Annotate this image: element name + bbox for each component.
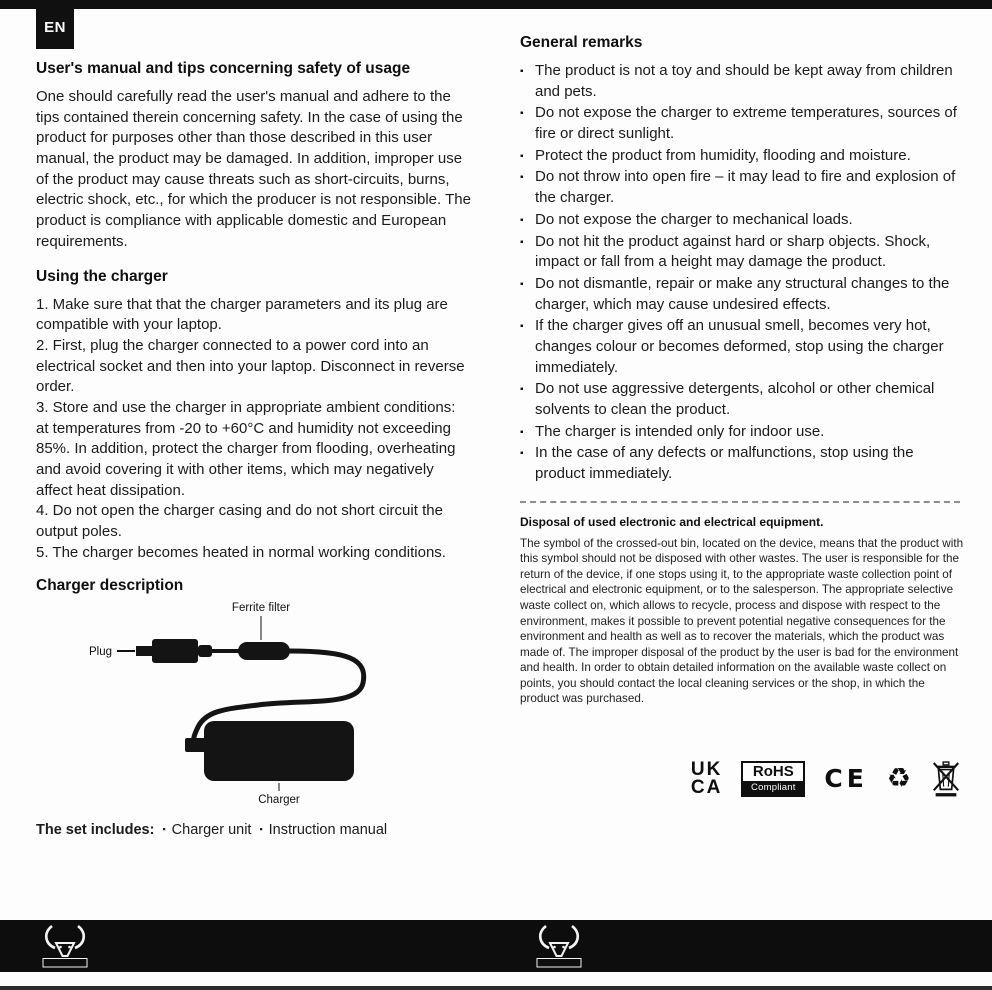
powergoat-logo-text: POWERGOAT [43,961,87,967]
bullet-text: The product is not a toy and should be kept away from children and pets. [535,62,953,100]
compliance-marks-row [520,759,966,799]
bullet-text: In the case of any defects or malfunctions, stop using the product immediately. [535,444,914,483]
bullet-text: Do not expose the charger to mechanical loads. [535,210,853,228]
weee-crossed-bin-icon [930,759,962,799]
bullet-marker: ▪ [520,214,524,226]
set-includes-line [36,822,472,838]
bullet-marker: ▪ [162,824,166,835]
general-remarks-list [520,61,966,485]
bullet-marker: ▪ [520,66,524,77]
charger-diagram-drawing [36,597,472,809]
ukca-line2: CA [690,776,723,798]
dashed-divider [520,501,960,503]
step-item: 5. The charger becomes heated in normal working conditions. [36,543,446,561]
language-badge: EN [36,5,74,49]
disposal-paragraph: The symbol of the crossed-out bin, located on the device, means that the product with this symbol should not be disposed with other wastes. The user is responsible for the return of the device, if one stops using it, to the appropriate waste collection point of electrical and electronic equipment, or to the salesperson. The appropriate selective waste collect on, which allows to recycle, process and dispose with respect to the environment, makes it possible to prevent potential negative consequences for the environment and health as well as to recover the materials, which the product was made of. The improper disposal of the product by the user is bad for the environment and health. In order to obtain detailed information on the available waste collect on points, you should contact the local cleaning services or the shop, in which the product was purchased. [520,536,964,706]
bullet-marker: ▪ [520,150,524,162]
bullet-item [520,422,966,443]
set-includes-item-text: Charger unit [171,822,252,839]
bullet-text: Protect the product from humidity, flooding and moisture. [535,146,911,164]
bullet-item [520,146,966,167]
set-includes-item-text: Instruction manual [268,822,388,839]
bullet-item [520,443,966,484]
page-bottom-edge [0,986,992,990]
bullet-text: Do not expose the charger to extreme temperatures, sources of fire or direct sunlight. [535,104,957,143]
bullet-marker: ▪ [520,448,524,460]
step-item: 2. First, plug the charger connected to a power cord into an electrical socket and then into your laptop. Disconnect in reverse order. [36,336,465,396]
rohs-name: RoHS [752,762,794,780]
bullet-marker: ▪ [520,108,524,120]
diagram-label-ferrite: Ferrite filter [231,602,291,615]
bullet-item [520,210,966,231]
bullet-marker: ▪ [520,236,524,248]
section-heading-using-charger: Using the charger [36,267,168,285]
section-heading-charger-description: Charger description [36,577,184,595]
recycle-icon: ♻ [886,763,911,795]
ukca-mark [690,758,723,798]
step-item: 1. Make sure that that the charger parameters and its plug are compatible with your laptop. [36,295,448,334]
set-includes-label: The set includes: [36,822,155,839]
bullet-item [520,316,966,378]
bullet-marker: ▪ [520,172,524,184]
bullet-item [520,103,966,144]
bullet-marker: ▪ [520,278,524,290]
bullet-text: Do not use aggressive detergents, alcohol or other chemical solvents to clean the product. [535,380,935,418]
step-item: 3. Store and use the charger in appropriate ambient conditions: at temperatures from -20 to +60°C and humidity not exceeding 85%. In addition, protect the charger from flooding, overheating and avoid covering it with other items, which may negatively affect heat dissipation. [36,398,456,499]
top-bar [0,0,992,9]
charger-diagram [36,597,472,814]
section-heading-general-remarks: General remarks [520,34,643,51]
ce-mark: CE [824,764,868,794]
bullet-item [520,379,966,420]
bullet-marker: ▪ [520,384,524,396]
bullet-marker: ▪ [520,426,524,438]
powergoat-logo-text: POWERGOAT [537,961,581,967]
rohs-mark [741,761,805,797]
bullet-marker: ▪ [520,321,524,333]
bullet-item [520,232,966,273]
powergoat-logo [38,923,92,969]
step-item: 4. Do not open the charger casing and do not short circuit the output poles. [36,502,443,541]
set-includes-item [162,822,251,838]
bullet-item [520,167,966,208]
diagram-label-charger: Charger [258,794,300,807]
left-column [36,60,472,838]
bullet-item [520,274,966,315]
diagram-label-plug: Plug [88,646,112,659]
bullet-text: Do not dismantle, repair or make any structural changes to the charger, which may cause undesired effects. [535,274,950,313]
bullet-text: Do not throw into open fire – it may lead to fire and explosion of the charger. [535,168,956,207]
set-includes-item [259,822,387,838]
bullet-text: The charger is intended only for indoor use. [535,422,825,440]
rohs-compliant-label: Compliant [743,781,803,795]
ukca-line1: UK [690,758,723,780]
right-column [520,34,966,799]
charger-steps-list [36,295,472,564]
bullet-marker: ▪ [259,824,263,835]
footer-bar [0,920,992,972]
disposal-heading: Disposal of used electronic and electrical equipment. [520,514,824,529]
bullet-text: If the charger gives off an unusual smell, becomes very hot, changes colour or becomes deformed, stop using the charger immediately. [535,317,944,376]
intro-paragraph: One should carefully read the user's manual and adhere to the tips contained therein concerning safety. In the case of using the product for purposes other than those described in this user manual, the product may be damaged. In addition, improper use of the product may cause threats such as short-circuits, burns, electric shock, etc., for which the producer is not responsible. The product is compliance with applicable domestic and European requirements. [36,88,471,250]
bullet-text: Do not hit the product against hard or sharp objects. Shock, impact or fall from a height may damage the product. [535,232,931,271]
bullet-item [520,61,966,102]
section-heading-usage: User's manual and tips concerning safety of usage [36,60,411,77]
powergoat-logo [532,923,586,969]
